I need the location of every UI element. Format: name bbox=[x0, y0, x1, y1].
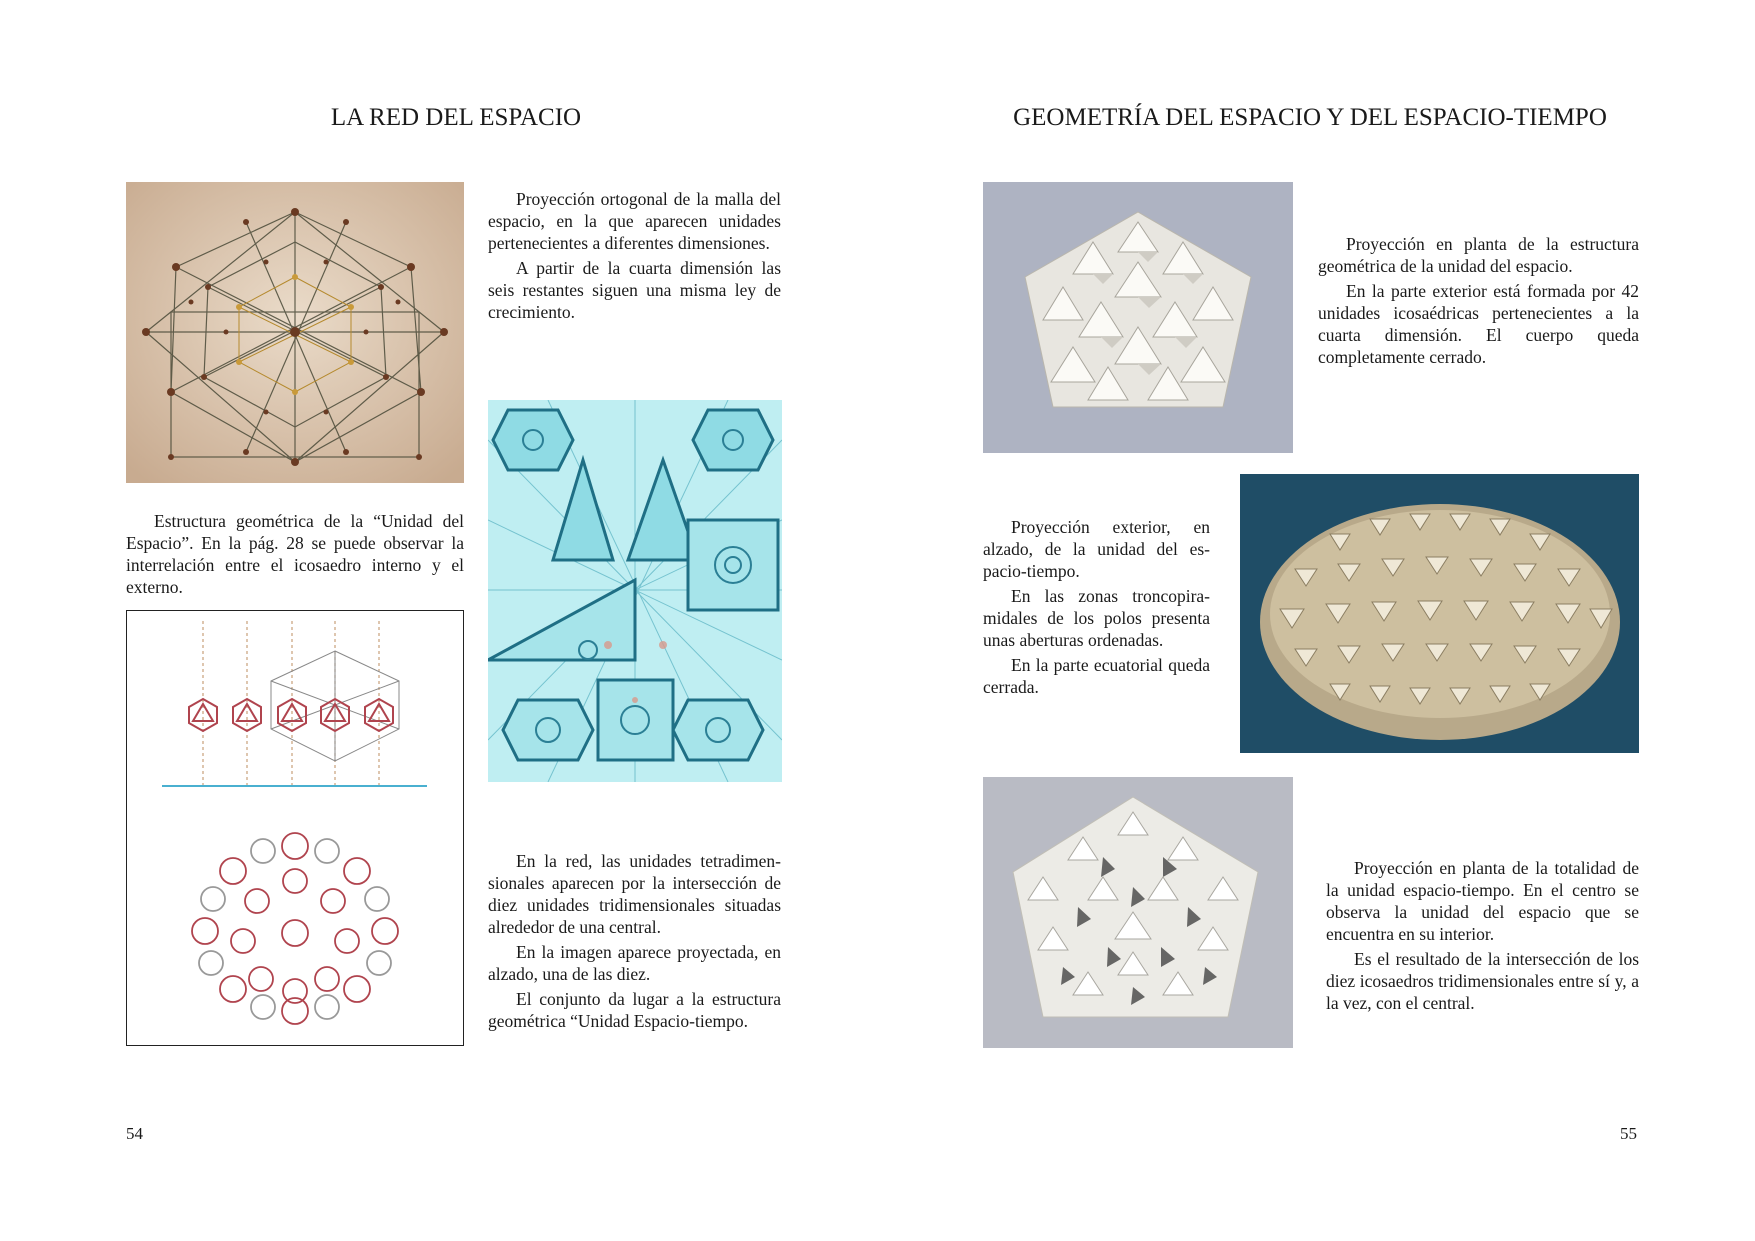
caption-paragraph: En la parte ecuatorial queda cerrada. bbox=[983, 655, 1210, 697]
fractal-pattern-icon bbox=[488, 400, 782, 782]
white-polyhedral-model-icon bbox=[983, 182, 1293, 453]
caption-paragraph: En la imagen aparece proyectada, en alzado, una de las diez. bbox=[488, 942, 781, 984]
caption-paragraph: En la red, las unidades tetradimensionales aparecen por la intersección de diez unidades tridimensionales situadas alrededor de una central. bbox=[488, 851, 781, 937]
space-time-plan-caption bbox=[1326, 857, 1639, 1017]
caption-paragraph: El conjunto da lugar a la estructura geométrica “Unidad Espacio-tiempo. bbox=[488, 989, 781, 1031]
caption-paragraph: Proyección en planta de la totalidad de la unidad espacio-tiempo. En el centro se observa la unidad del espacio que se encuentra en su interior. bbox=[1326, 858, 1639, 944]
space-time-elevation-caption bbox=[983, 516, 1210, 701]
white-pentagonal-model-icon bbox=[983, 777, 1293, 1048]
space-unit-plan-caption bbox=[1318, 233, 1639, 371]
lattice-projection-caption bbox=[488, 188, 781, 326]
right-page-number: 55 bbox=[1620, 1124, 1637, 1143]
caption-paragraph: En las zonas troncopiramidales de los polos presenta unas aberturas ordenadas. bbox=[983, 586, 1210, 650]
caption-paragraph: Proyección exterior, en alzado, de la unidad del espacio-tiempo. bbox=[983, 517, 1210, 581]
left-page-title: LA RED DEL ESPACIO bbox=[330, 104, 582, 131]
caption-paragraph: Es el resultado de la intersección de los diez icosaedros tridimensionales entre sí y, a la vez, con el central. bbox=[1326, 949, 1639, 1013]
caption-paragraph: Estructura geométrica de la “Unidad del Espacio”. En la pág. 28 se puede observar la interrelación entre el icosaedro interno y el externo. bbox=[126, 511, 464, 597]
icosahedra-diagram-icon bbox=[127, 611, 463, 1045]
blue-fractal-pattern-image bbox=[488, 400, 782, 782]
lattice-model-photo bbox=[126, 182, 464, 483]
left-page-number: 54 bbox=[126, 1124, 143, 1143]
unit-of-space-caption bbox=[126, 510, 464, 601]
white-model-top-photo bbox=[983, 182, 1293, 453]
white-model-bottom-photo bbox=[983, 777, 1293, 1048]
icosahedra-diagram-figure bbox=[126, 610, 464, 1046]
caption-paragraph: Proyección en planta de la estructura geométrica de la unidad del espacio. bbox=[1318, 234, 1639, 276]
caption-paragraph: Proyección ortogonal de la malla del espacio, en la que aparecen unidades pertenecientes a diferentes dimensiones. bbox=[488, 189, 781, 253]
wire-lattice-model-icon bbox=[126, 182, 464, 483]
right-page-title: GEOMETRÍA DEL ESPACIO Y DEL ESPACIO-TIEMPO bbox=[1013, 104, 1607, 131]
golden-polyhedral-model-icon bbox=[1240, 474, 1639, 753]
caption-paragraph: En la parte exterior está formada por 42 unidades icosaédricas pertenecientes a la cuarta dimensión. El cuerpo queda completamente cerrado. bbox=[1318, 281, 1639, 367]
golden-model-photo bbox=[1240, 474, 1639, 753]
caption-paragraph: A partir de la cuarta dimensión las seis restantes siguen una misma ley de crecimiento. bbox=[488, 258, 781, 322]
tetradimensional-caption bbox=[488, 850, 781, 1035]
